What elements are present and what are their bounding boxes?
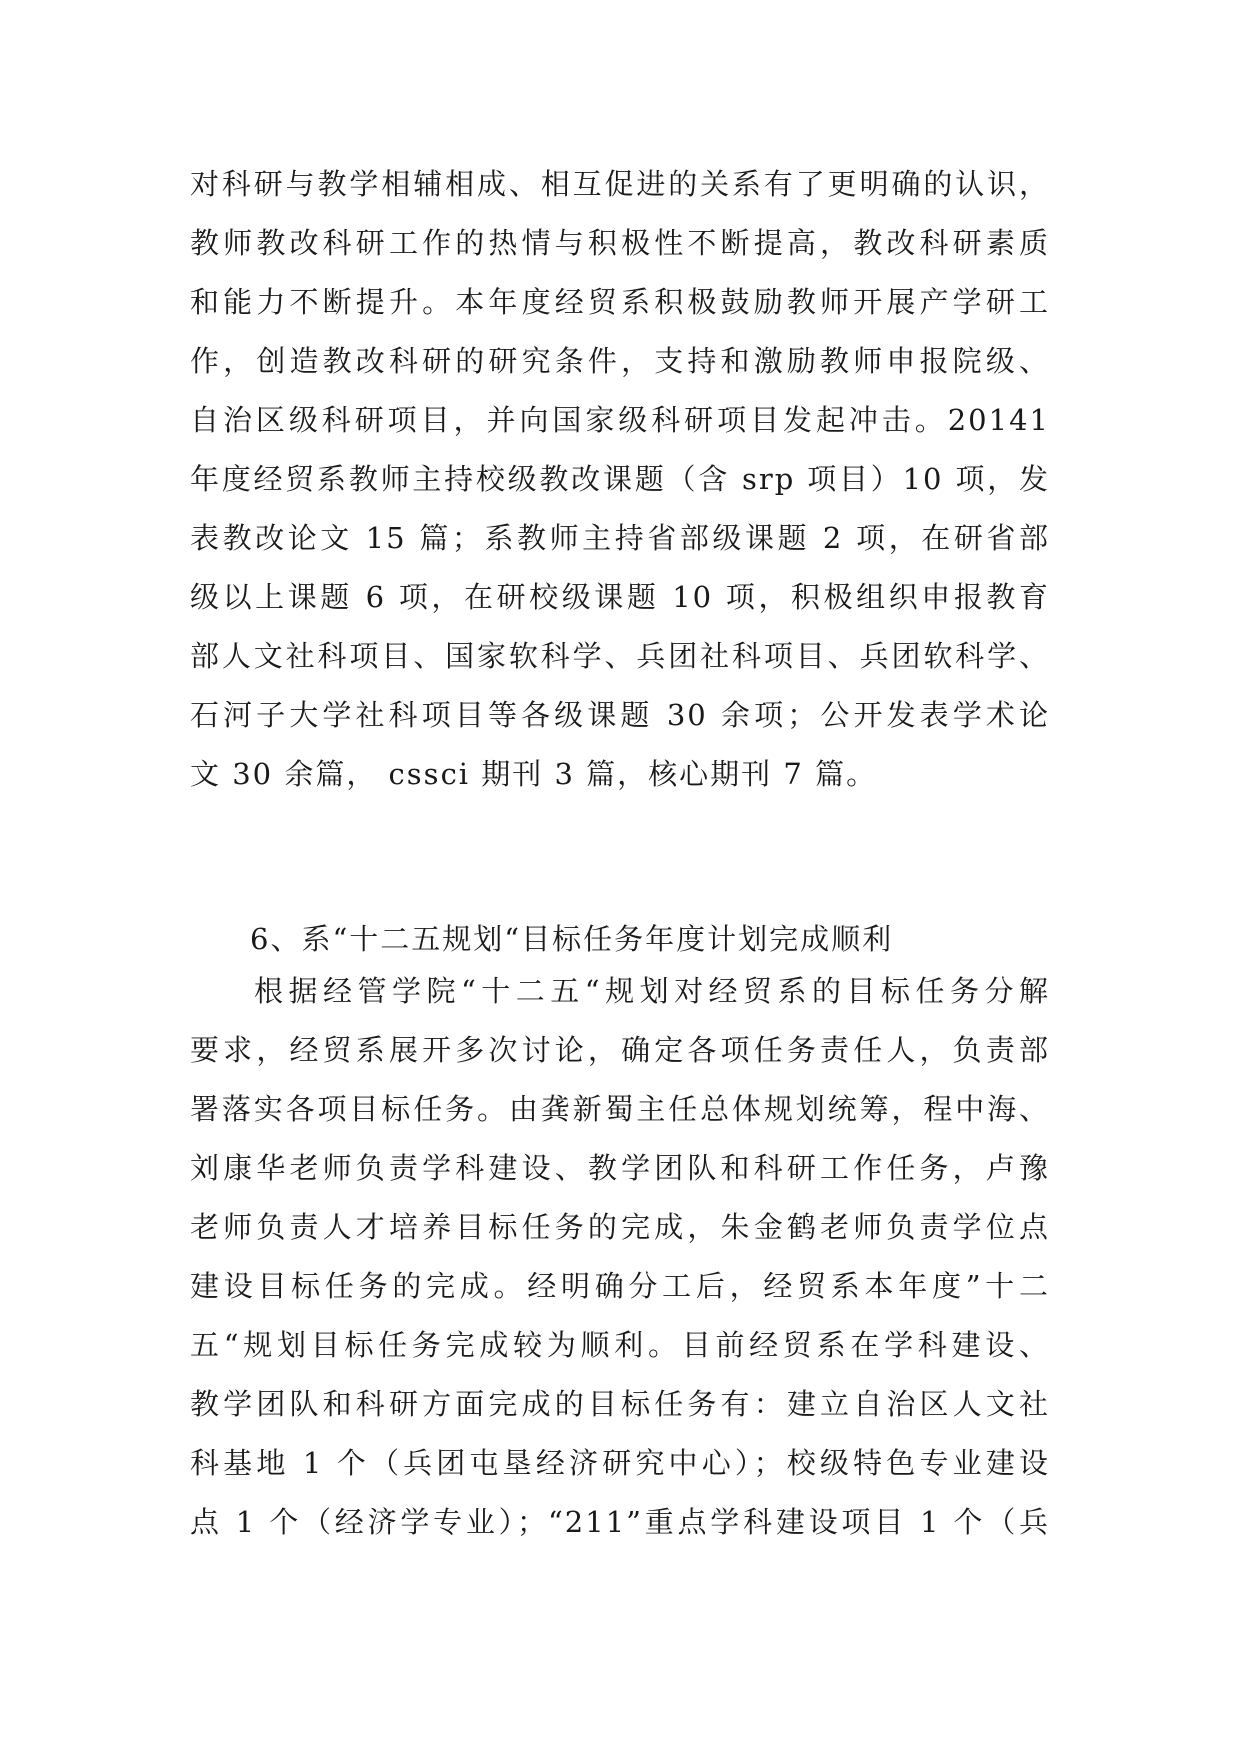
paragraph-line: 对科研与教学相辅相成、相互促进的关系有了更明确的认识， xyxy=(190,167,1050,201)
paragraph-line: 自治区级科研项目，并向国家级科研项目发起冲击。20141 xyxy=(190,403,1050,437)
paragraph-line: 根据经管学院“十二五“规划对经贸系的目标任务分解 xyxy=(254,974,1050,1008)
paragraph-line: 部人文社科项目、国家软科学、兵团社科项目、兵团软科学、 xyxy=(190,639,1050,673)
paragraph-line: 点 1 个（经济学专业）；“211”重点学科建设项目 1 个（兵 xyxy=(190,1505,1050,1539)
paragraph-line: 刘康华老师负责学科建设、教学团队和科研工作任务，卢豫 xyxy=(190,1151,1050,1185)
paragraph-research-achievements xyxy=(190,155,1050,804)
paragraph-line: 年度经贸系教师主持校级教改课题（含 srp 项目）10 项，发 xyxy=(190,462,1050,496)
paragraph-line: 教学团队和科研方面完成的目标任务有：建立自治区人文社 xyxy=(190,1387,1050,1421)
paragraph-line: 要求，经贸系展开多次讨论，确定各项任务责任人，负责部 xyxy=(190,1033,1050,1067)
paragraph-line: 五“规划目标任务完成较为顺利。目前经贸系在学科建设、 xyxy=(190,1328,1050,1362)
paragraph-line: 级以上课题 6 项，在研校级课题 10 项，积极组织申报教育 xyxy=(190,580,1050,614)
paragraph-line: 老师负责人才培养目标任务的完成，朱金鹤老师负责学位点 xyxy=(190,1210,1050,1244)
paragraph-line: 和能力不断提升。本年度经贸系积极鼓励教师开展产学研工 xyxy=(190,285,1050,319)
paragraph-line: 科基地 1 个（兵团屯垦经济研究中心）；校级特色专业建设 xyxy=(190,1446,1050,1480)
paragraph-five-year-plan xyxy=(190,962,1050,1552)
section-heading xyxy=(250,910,1010,969)
paragraph-line: 建设目标任务的完成。经明确分工后，经贸系本年度”十二 xyxy=(190,1269,1050,1303)
paragraph-line: 署落实各项目标任务。由龚新蜀主任总体规划统筹，程中海、 xyxy=(190,1092,1050,1126)
paragraph-line: 教师教改科研工作的热情与积极性不断提高，教改科研素质 xyxy=(190,226,1050,260)
paragraph-line: 石河子大学社科项目等各级课题 30 余项；公开发表学术论 xyxy=(190,698,1050,732)
paragraph-line: 文 30 余篇， cssci 期刊 3 篇，核心期刊 7 篇。 xyxy=(190,757,878,791)
paragraph-line: 表教改论文 15 篇；系教师主持省部级课题 2 项，在研省部 xyxy=(190,521,1050,555)
heading-text: 6、系“十二五规划“目标任务年度计划完成顺利 xyxy=(250,922,894,956)
paragraph-line: 作，创造教改科研的研究条件，支持和激励教师申报院级、 xyxy=(190,344,1050,378)
